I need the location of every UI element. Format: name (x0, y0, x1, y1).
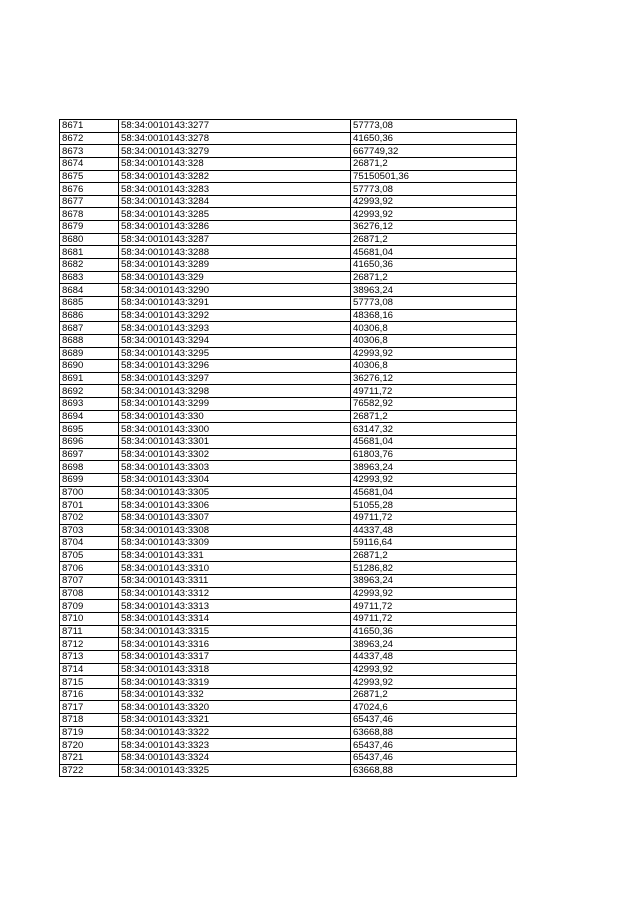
cadastral-number-cell: 58:34:0010143:3286 (119, 221, 351, 234)
table-row (60, 233, 517, 246)
table-row (60, 549, 517, 562)
table-row (60, 284, 517, 297)
value-cell: 41650,36 (351, 132, 517, 145)
value-cell: 40306,8 (351, 322, 517, 335)
table-row (60, 486, 517, 499)
cadastral-number-cell: 58:34:0010143:3303 (119, 461, 351, 474)
value-cell: 63147,32 (351, 423, 517, 436)
cadastral-number-cell: 58:34:0010143:3313 (119, 600, 351, 613)
value-cell: 26871,2 (351, 233, 517, 246)
row-number-cell: 8708 (60, 587, 119, 600)
value-cell: 667749,32 (351, 145, 517, 158)
value-cell: 61803,76 (351, 448, 517, 461)
value-cell: 65437,46 (351, 714, 517, 727)
cadastral-number-cell: 58:34:0010143:3322 (119, 726, 351, 739)
table-row (60, 562, 517, 575)
row-number-cell: 8682 (60, 259, 119, 272)
table-row (60, 511, 517, 524)
value-cell: 44337,48 (351, 650, 517, 663)
table-row (60, 764, 517, 777)
table-row (60, 183, 517, 196)
row-number-cell: 8716 (60, 688, 119, 701)
value-cell: 63668,88 (351, 764, 517, 777)
cadastral-number-cell: 58:34:0010143:3300 (119, 423, 351, 436)
value-cell: 38963,24 (351, 575, 517, 588)
row-number-cell: 8707 (60, 575, 119, 588)
table-row (60, 322, 517, 335)
cadastral-number-cell: 58:34:0010143:3309 (119, 537, 351, 550)
value-cell: 36276,12 (351, 372, 517, 385)
value-cell: 76582,92 (351, 398, 517, 411)
row-number-cell: 8675 (60, 170, 119, 183)
value-cell: 49711,72 (351, 385, 517, 398)
table-row (60, 398, 517, 411)
value-cell: 57773,08 (351, 296, 517, 309)
table-row (60, 170, 517, 183)
value-cell: 45681,04 (351, 436, 517, 449)
data-table (59, 119, 517, 777)
row-number-cell: 8676 (60, 183, 119, 196)
row-number-cell: 8720 (60, 739, 119, 752)
value-cell: 63668,88 (351, 726, 517, 739)
table-row (60, 688, 517, 701)
cadastral-number-cell: 58:34:0010143:3324 (119, 752, 351, 765)
table-row (60, 612, 517, 625)
cadastral-number-cell: 58:34:0010143:3307 (119, 511, 351, 524)
row-number-cell: 8713 (60, 650, 119, 663)
table-row (60, 663, 517, 676)
value-cell: 42993,92 (351, 587, 517, 600)
cadastral-number-cell: 58:34:0010143:3319 (119, 676, 351, 689)
row-number-cell: 8706 (60, 562, 119, 575)
cadastral-number-cell: 58:34:0010143:3290 (119, 284, 351, 297)
cadastral-number-cell: 58:34:0010143:3304 (119, 473, 351, 486)
cadastral-number-cell: 58:34:0010143:3278 (119, 132, 351, 145)
row-number-cell: 8673 (60, 145, 119, 158)
row-number-cell: 8671 (60, 120, 119, 133)
table-row (60, 726, 517, 739)
table-row (60, 752, 517, 765)
row-number-cell: 8709 (60, 600, 119, 613)
row-number-cell: 8700 (60, 486, 119, 499)
cadastral-number-cell: 58:34:0010143:3283 (119, 183, 351, 196)
value-cell: 38963,24 (351, 638, 517, 651)
value-cell: 26871,2 (351, 410, 517, 423)
value-cell: 42993,92 (351, 195, 517, 208)
row-number-cell: 8721 (60, 752, 119, 765)
value-cell: 47024,6 (351, 701, 517, 714)
cadastral-number-cell: 58:34:0010143:3279 (119, 145, 351, 158)
cadastral-number-cell: 58:34:0010143:3311 (119, 575, 351, 588)
cadastral-number-cell: 58:34:0010143:3308 (119, 524, 351, 537)
value-cell: 40306,8 (351, 334, 517, 347)
value-cell: 26871,2 (351, 549, 517, 562)
table-row (60, 271, 517, 284)
cadastral-number-cell: 58:34:0010143:3292 (119, 309, 351, 322)
cadastral-number-cell: 58:34:0010143:3291 (119, 296, 351, 309)
row-number-cell: 8704 (60, 537, 119, 550)
value-cell: 41650,36 (351, 259, 517, 272)
table-row (60, 132, 517, 145)
cadastral-number-cell: 58:34:0010143:3315 (119, 625, 351, 638)
table-row (60, 309, 517, 322)
table-row (60, 587, 517, 600)
value-cell: 48368,16 (351, 309, 517, 322)
cadastral-number-cell: 58:34:0010143:3293 (119, 322, 351, 335)
value-cell: 57773,08 (351, 183, 517, 196)
table-row (60, 347, 517, 360)
table-row (60, 246, 517, 259)
cadastral-number-cell: 58:34:0010143:3314 (119, 612, 351, 625)
cadastral-number-cell: 58:34:0010143:3306 (119, 499, 351, 512)
table-row (60, 208, 517, 221)
row-number-cell: 8696 (60, 436, 119, 449)
value-cell: 45681,04 (351, 246, 517, 259)
table-row (60, 436, 517, 449)
cadastral-number-cell: 58:34:0010143:3294 (119, 334, 351, 347)
row-number-cell: 8718 (60, 714, 119, 727)
value-cell: 26871,2 (351, 157, 517, 170)
row-number-cell: 8702 (60, 511, 119, 524)
table-row (60, 372, 517, 385)
cadastral-number-cell: 58:34:0010143:331 (119, 549, 351, 562)
cadastral-number-cell: 58:34:0010143:3288 (119, 246, 351, 259)
table-row (60, 739, 517, 752)
table-row (60, 423, 517, 436)
value-cell: 57773,08 (351, 120, 517, 133)
value-cell: 42993,92 (351, 347, 517, 360)
row-number-cell: 8683 (60, 271, 119, 284)
row-number-cell: 8698 (60, 461, 119, 474)
cadastral-number-cell: 58:34:0010143:328 (119, 157, 351, 170)
value-cell: 51055,28 (351, 499, 517, 512)
value-cell: 38963,24 (351, 284, 517, 297)
table-row (60, 157, 517, 170)
row-number-cell: 8680 (60, 233, 119, 246)
cadastral-number-cell: 58:34:0010143:3277 (119, 120, 351, 133)
row-number-cell: 8679 (60, 221, 119, 234)
value-cell: 65437,46 (351, 752, 517, 765)
cadastral-number-cell: 58:34:0010143:3299 (119, 398, 351, 411)
value-cell: 59116,64 (351, 537, 517, 550)
table-row (60, 575, 517, 588)
table-row (60, 537, 517, 550)
cadastral-number-cell: 58:34:0010143:3310 (119, 562, 351, 575)
table-row (60, 499, 517, 512)
table-row (60, 625, 517, 638)
row-number-cell: 8686 (60, 309, 119, 322)
cadastral-number-cell: 58:34:0010143:332 (119, 688, 351, 701)
table-body (60, 120, 517, 777)
table-row (60, 461, 517, 474)
cadastral-number-cell: 58:34:0010143:3325 (119, 764, 351, 777)
row-number-cell: 8705 (60, 549, 119, 562)
value-cell: 49711,72 (351, 612, 517, 625)
row-number-cell: 8691 (60, 372, 119, 385)
value-cell: 36276,12 (351, 221, 517, 234)
row-number-cell: 8714 (60, 663, 119, 676)
row-number-cell: 8717 (60, 701, 119, 714)
row-number-cell: 8694 (60, 410, 119, 423)
row-number-cell: 8681 (60, 246, 119, 259)
table-row (60, 701, 517, 714)
table-row (60, 296, 517, 309)
value-cell: 42993,92 (351, 208, 517, 221)
cadastral-number-cell: 58:34:0010143:3296 (119, 360, 351, 373)
cadastral-number-cell: 58:34:0010143:330 (119, 410, 351, 423)
value-cell: 45681,04 (351, 486, 517, 499)
value-cell: 26871,2 (351, 688, 517, 701)
row-number-cell: 8687 (60, 322, 119, 335)
table-row (60, 120, 517, 133)
row-number-cell: 8674 (60, 157, 119, 170)
row-number-cell: 8690 (60, 360, 119, 373)
value-cell: 49711,72 (351, 600, 517, 613)
table-row (60, 524, 517, 537)
value-cell: 65437,46 (351, 739, 517, 752)
cadastral-number-cell: 58:34:0010143:3318 (119, 663, 351, 676)
row-number-cell: 8695 (60, 423, 119, 436)
cadastral-number-cell: 58:34:0010143:3298 (119, 385, 351, 398)
cadastral-number-cell: 58:34:0010143:3285 (119, 208, 351, 221)
row-number-cell: 8684 (60, 284, 119, 297)
cadastral-number-cell: 58:34:0010143:3320 (119, 701, 351, 714)
table-row (60, 473, 517, 486)
row-number-cell: 8722 (60, 764, 119, 777)
row-number-cell: 8685 (60, 296, 119, 309)
row-number-cell: 8693 (60, 398, 119, 411)
row-number-cell: 8719 (60, 726, 119, 739)
value-cell: 75150501,36 (351, 170, 517, 183)
table-row (60, 385, 517, 398)
row-number-cell: 8711 (60, 625, 119, 638)
cadastral-number-cell: 58:34:0010143:3323 (119, 739, 351, 752)
value-cell: 42993,92 (351, 663, 517, 676)
value-cell: 42993,92 (351, 473, 517, 486)
value-cell: 51286,82 (351, 562, 517, 575)
row-number-cell: 8712 (60, 638, 119, 651)
value-cell: 42993,92 (351, 676, 517, 689)
row-number-cell: 8688 (60, 334, 119, 347)
cadastral-number-cell: 58:34:0010143:3287 (119, 233, 351, 246)
row-number-cell: 8672 (60, 132, 119, 145)
table-row (60, 195, 517, 208)
value-cell: 40306,8 (351, 360, 517, 373)
cadastral-number-cell: 58:34:0010143:3284 (119, 195, 351, 208)
cadastral-number-cell: 58:34:0010143:3316 (119, 638, 351, 651)
row-number-cell: 8703 (60, 524, 119, 537)
table-row (60, 638, 517, 651)
table-row (60, 600, 517, 613)
row-number-cell: 8715 (60, 676, 119, 689)
row-number-cell: 8689 (60, 347, 119, 360)
table-row (60, 221, 517, 234)
row-number-cell: 8678 (60, 208, 119, 221)
row-number-cell: 8699 (60, 473, 119, 486)
value-cell: 49711,72 (351, 511, 517, 524)
value-cell: 26871,2 (351, 271, 517, 284)
table-row (60, 448, 517, 461)
row-number-cell: 8692 (60, 385, 119, 398)
cadastral-number-cell: 58:34:0010143:3295 (119, 347, 351, 360)
table-row (60, 145, 517, 158)
row-number-cell: 8677 (60, 195, 119, 208)
table-row (60, 410, 517, 423)
row-number-cell: 8701 (60, 499, 119, 512)
table-row (60, 714, 517, 727)
cadastral-number-cell: 58:34:0010143:3302 (119, 448, 351, 461)
value-cell: 41650,36 (351, 625, 517, 638)
cadastral-number-cell: 58:34:0010143:3289 (119, 259, 351, 272)
value-cell: 44337,48 (351, 524, 517, 537)
cadastral-number-cell: 58:34:0010143:3321 (119, 714, 351, 727)
cadastral-number-cell: 58:34:0010143:3312 (119, 587, 351, 600)
row-number-cell: 8710 (60, 612, 119, 625)
cadastral-number-cell: 58:34:0010143:3317 (119, 650, 351, 663)
table-row (60, 259, 517, 272)
table-row (60, 334, 517, 347)
table-row (60, 360, 517, 373)
cadastral-number-cell: 58:34:0010143:3301 (119, 436, 351, 449)
cadastral-number-cell: 58:34:0010143:3305 (119, 486, 351, 499)
cadastral-number-cell: 58:34:0010143:329 (119, 271, 351, 284)
table-row (60, 676, 517, 689)
row-number-cell: 8697 (60, 448, 119, 461)
table-row (60, 650, 517, 663)
value-cell: 38963,24 (351, 461, 517, 474)
cadastral-number-cell: 58:34:0010143:3282 (119, 170, 351, 183)
cadastral-number-cell: 58:34:0010143:3297 (119, 372, 351, 385)
